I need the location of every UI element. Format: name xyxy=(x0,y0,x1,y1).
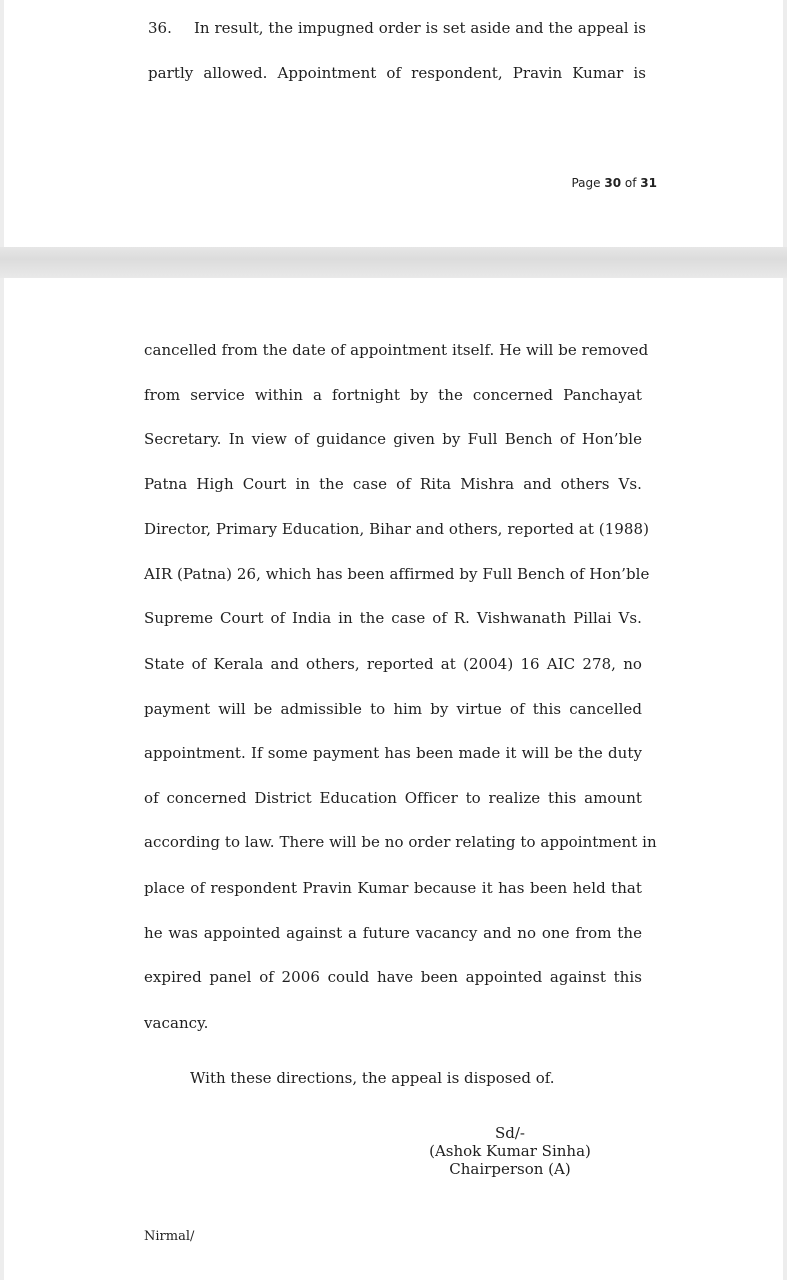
body-line: expired panel of 2006 could have been appointed against this xyxy=(144,968,642,986)
body-line: he was appointed against a future vacancy and no one from the xyxy=(144,924,642,942)
body-line: of concerned District Education Officer to realize this amount xyxy=(144,789,642,807)
body-line: appointment. If some payment has been made it will be the duty xyxy=(144,744,642,762)
signatory-name: (Ashok Kumar Sinha) xyxy=(429,1142,591,1160)
body-line: AIR (Patna) 26, which has been affirmed by Full Bench of Hon’ble xyxy=(144,565,650,583)
signatory-designation: Chairperson (A) xyxy=(449,1160,571,1178)
page-number-footer xyxy=(571,176,657,190)
body-line: Secretary. In view of guidance given by Full Bench of Hon’ble xyxy=(144,430,642,448)
body-line: Director, Primary Education, Bihar and others, reported at (1988) xyxy=(144,520,649,538)
body-line: State of Kerala and others, reported at (2004) 16 AIC 278, no xyxy=(144,655,642,673)
body-line: cancelled from the date of appointment itself. He will be removed xyxy=(144,341,649,359)
body-line: payment will be admissible to him by virtue of this cancelled xyxy=(144,700,642,718)
typist-initials: Nirmal/ xyxy=(144,1229,195,1244)
closing-statement: With these directions, the appeal is disposed of. xyxy=(190,1069,555,1087)
body-line: Supreme Court of India in the case of R. Vishwanath Pillai Vs. xyxy=(144,609,642,627)
signature-mark: Sd/- xyxy=(495,1124,525,1142)
of-label: of xyxy=(624,176,637,190)
body-line: vacancy. xyxy=(144,1014,209,1032)
page-separator xyxy=(0,247,787,278)
body-line: from service within a fortnight by the concerned Panchayat xyxy=(144,386,642,404)
body-line: Patna High Court in the case of Rita Mishra and others Vs. xyxy=(144,475,642,493)
paragraph-number: 36. xyxy=(148,19,172,37)
document-page-30 xyxy=(4,0,783,247)
current-page-number: 30 xyxy=(604,176,622,190)
paragraph-line-1: In result, the impugned order is set aside and the appeal is xyxy=(194,19,646,37)
page-label: Page xyxy=(571,176,601,190)
body-line: according to law. There will be no order relating to appointment in xyxy=(144,833,657,851)
total-pages-number: 31 xyxy=(640,176,657,190)
body-line: place of respondent Pravin Kumar because it has been held that xyxy=(144,879,642,897)
paragraph-line-2: partly allowed. Appointment of respondent, Pravin Kumar is xyxy=(148,64,646,82)
